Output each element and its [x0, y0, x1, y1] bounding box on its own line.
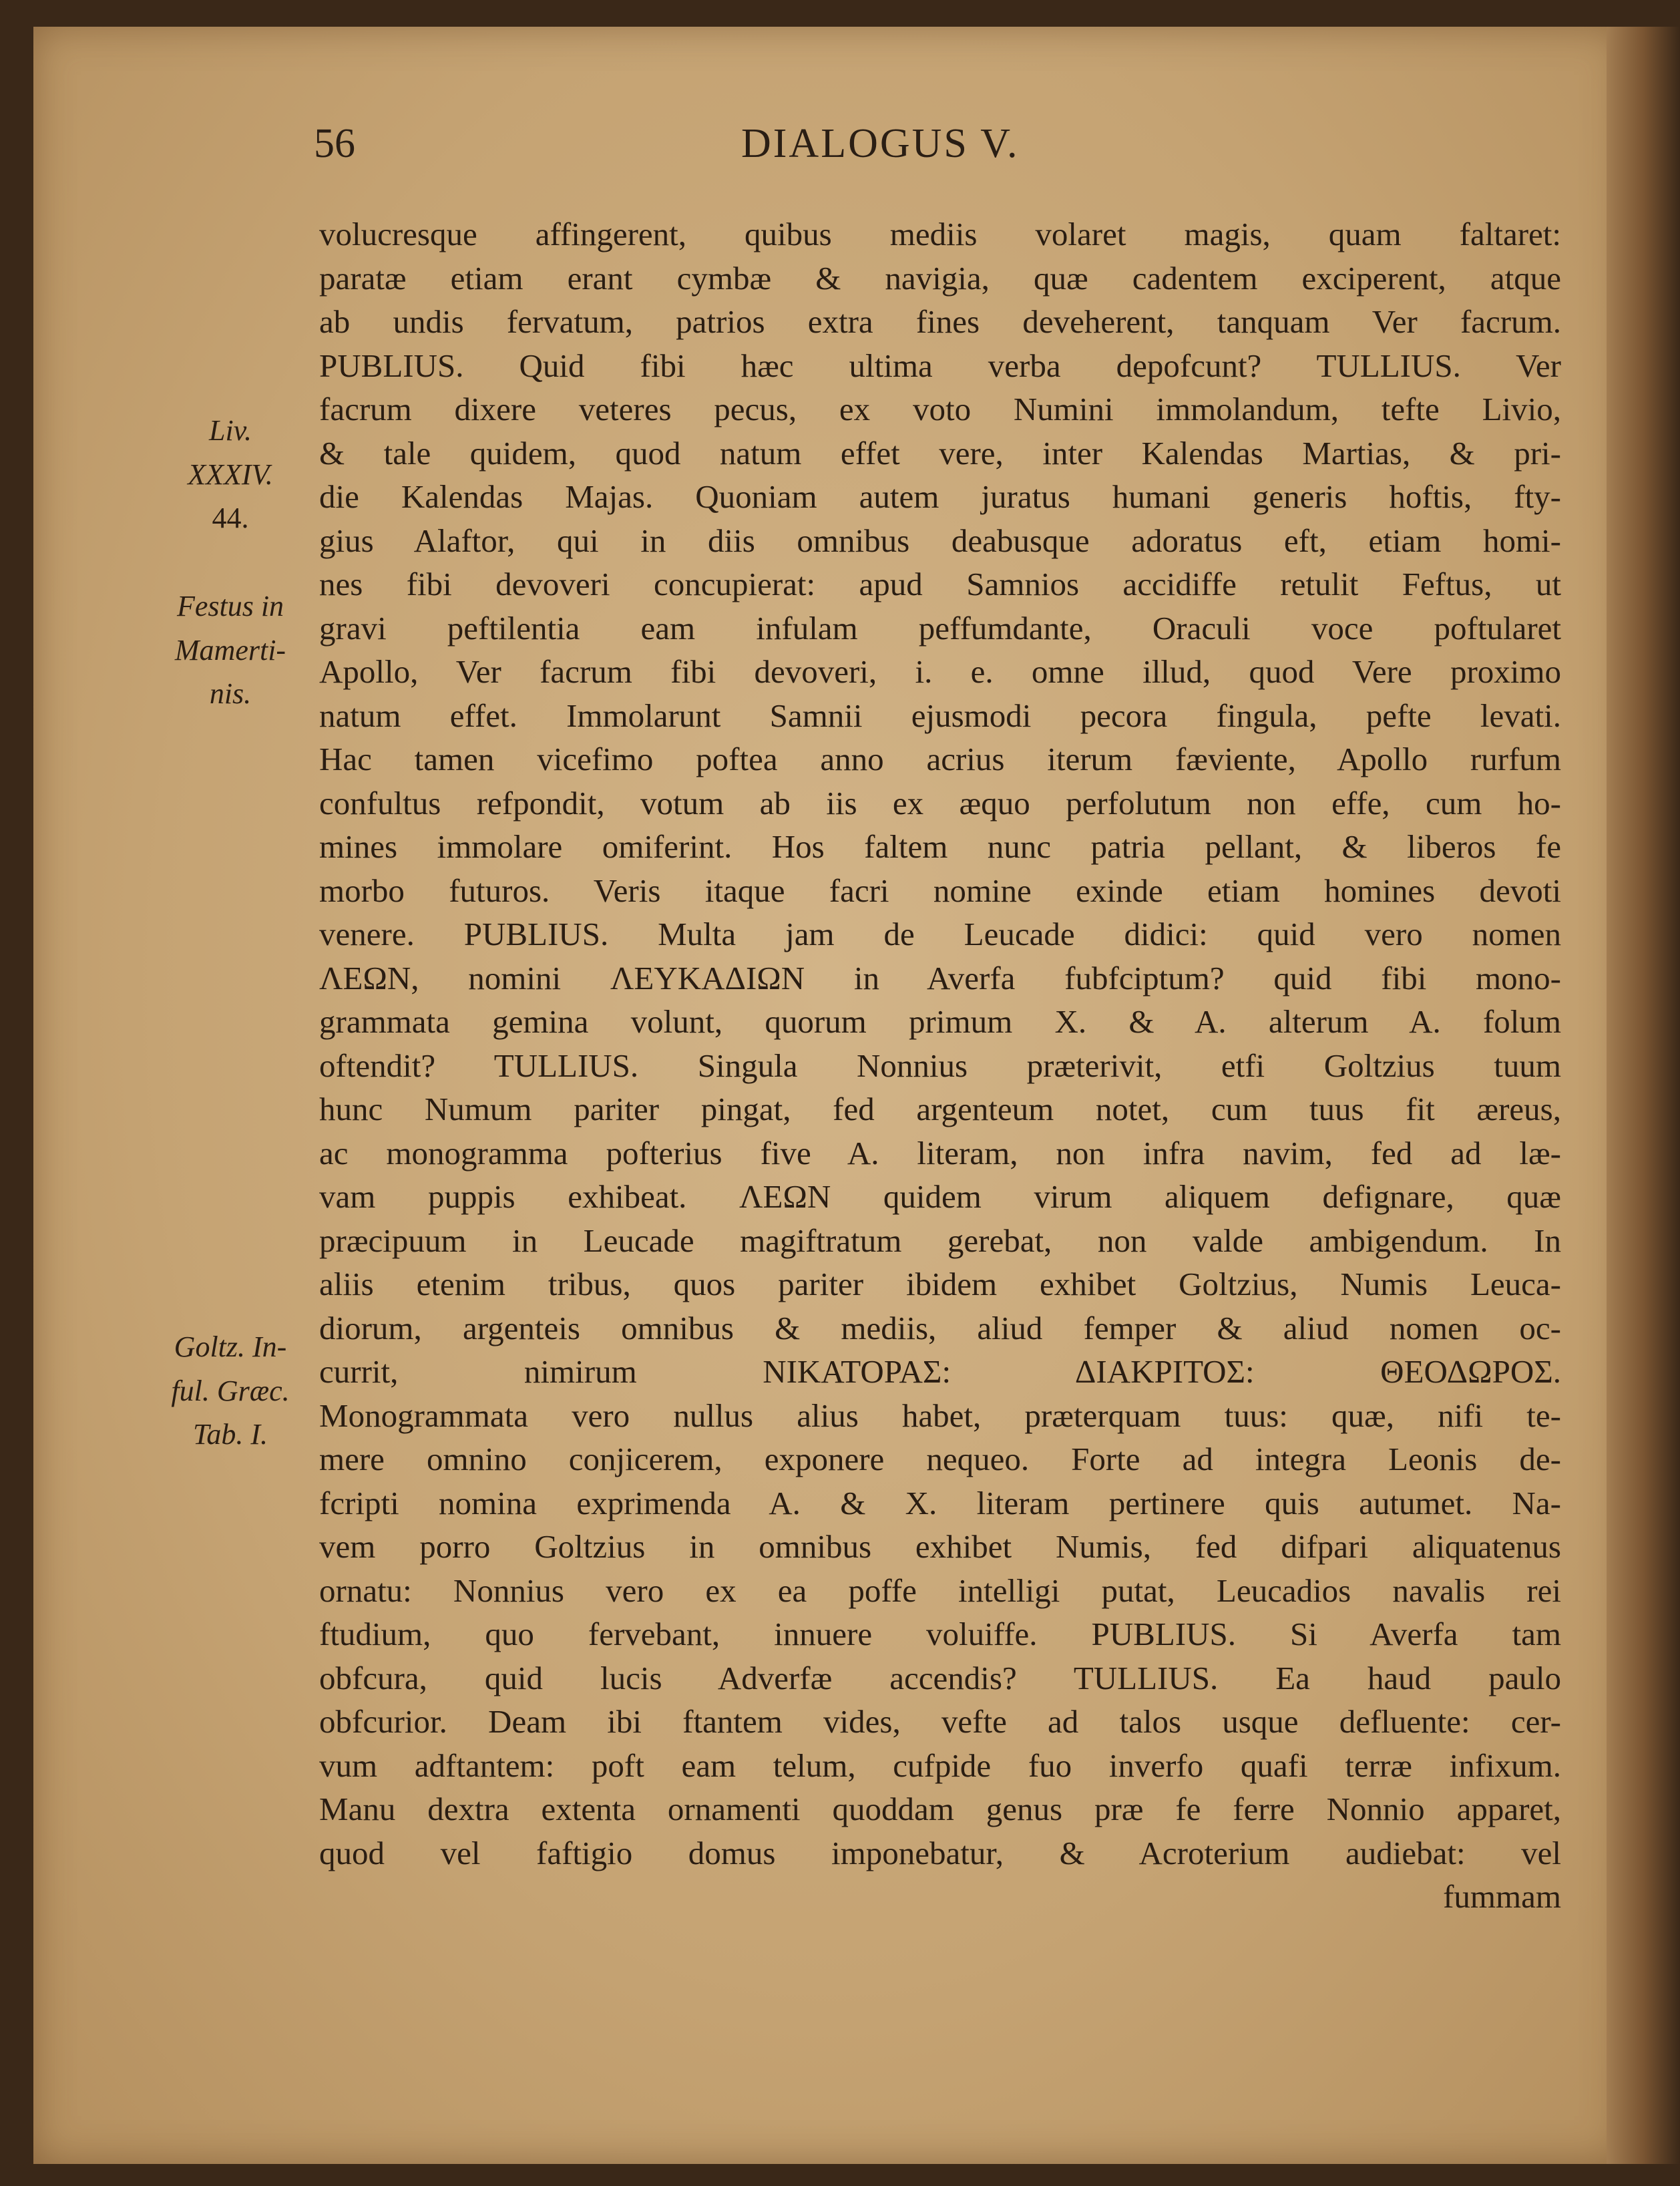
text-line: facrum dixere veteres pecus, ex voto Numini immolandum, tefte Livio, [319, 391, 1561, 427]
text-line: nes fibi devoveri concupierat: apud Samnios accidiffe retulit Feftus, ut [319, 566, 1561, 602]
text-line: paratæ etiam erant cymbæ & navigia, quæ cadentem exciperent, atque [319, 259, 1561, 297]
margin-note-goltz [147, 1325, 314, 1457]
margin-note-livy [147, 409, 314, 540]
page-number: 56 [314, 121, 355, 166]
text-line: ac monogramma pofterius five A. literam, non infra navim, fed ad læ- [319, 1134, 1561, 1171]
text-line: quod vel faftigio domus imponebatur, & Acroterium audiebat: vel [319, 1834, 1561, 1871]
page-header [314, 120, 1549, 194]
text-line: & tale quidem, quod natum effet vere, inter Kalendas Martias, & pri- [319, 434, 1561, 472]
body-text [319, 212, 1561, 1919]
book-spine [1607, 27, 1680, 2164]
margin-note-line: Mamerti- [174, 633, 286, 667]
text-line: obfcura, quid lucis Adverfæ accendis? TULLIUS. Ea haud paulo [319, 1659, 1561, 1696]
margin-note-line: Tab. I. [192, 1418, 268, 1451]
text-line: confultus refpondit, votum ab iis ex æquo perfolutum non effe, cum ho- [319, 784, 1561, 822]
text-line: Manu dextra extenta ornamenti quoddam genus præ fe ferre Nonnio apparet, [319, 1791, 1561, 1827]
text-line: hunc Numum pariter pingat, fed argenteum notet, cum tuus fit æreus, [319, 1091, 1561, 1127]
margin-note-line: XXXIV. [188, 458, 273, 491]
text-line: volucresque affingerent, quibus mediis volaret magis, quam faltaret: [319, 216, 1561, 252]
text-line: ornatu: Nonnius vero ex ea poffe intelligi putat, Leucadios navalis rei [319, 1572, 1561, 1609]
text-line: Monogrammata vero nullus alius habet, præterquam tuus: quæ, nifi te- [319, 1397, 1561, 1434]
text-line: oftendit? TULLIUS. Singula Nonnius præterivit, etfi Goltzius tuum [319, 1047, 1561, 1084]
margin-note-line: Goltz. In- [174, 1330, 287, 1363]
text-line: natum effet. Immolarunt Samnii ejusmodi pecora fingula, pefte levati. [319, 697, 1561, 734]
text-line: grammata gemina volunt, quorum primum X. & A. alterum A. folum [319, 1003, 1561, 1040]
text-line: aliis etenim tribus, quos pariter ibidem exhibet Goltzius, Numis Leuca- [319, 1266, 1561, 1302]
text-line: obfcurior. Deam ibi ftantem vides, vefte ad talos usque defluente: cer- [319, 1703, 1561, 1740]
margin-note-festus [147, 584, 314, 716]
text-line: ftudium, quo fervebant, innuere voluiffe. PUBLIUS. Si Averfa tam [319, 1616, 1561, 1652]
margin-note-line: ful. Græc. [171, 1374, 290, 1407]
text-line: PUBLIUS. Quid fibi hæc ultima verba depofcunt? TULLIUS. Ver [319, 347, 1561, 384]
text-line: ab undis fervatum, patrios extra fines deveherent, tanquam Ver facrum. [319, 303, 1561, 340]
text-line: Hac tamen vicefimo poftea anno acrius iterum fæviente, Apollo rurfum [319, 741, 1561, 777]
text-line: mere omnino conjicerem, exponere nequeo. Forte ad integra Leonis de- [319, 1441, 1561, 1477]
running-title: DIALOGUS V. [741, 121, 1020, 166]
text-line: morbo futuros. Veris itaque facri nomine exinde etiam homines devoti [319, 872, 1561, 909]
margin-note-line: nis. [209, 677, 252, 710]
text-line: præcipuum in Leucade magiftratum gerebat, non valde ambigendum. In [319, 1222, 1561, 1259]
margin-note-line: Liv. [209, 414, 252, 447]
text-line: vum adftantem: poft eam telum, cufpide fuo inverfo quafi terræ infixum. [319, 1747, 1561, 1784]
text-line: mines immolare omiferint. Hos faltem nunc patria pellant, & liberos fe [319, 828, 1561, 865]
text-line: currit, nimirum ΝΙΚΑΤΟΡΑΣ: ΔΙΑΚΡΙΤΟΣ: ΘΕΟΔΩΡΟΣ. [319, 1353, 1561, 1390]
margin-note-line: 44. [212, 502, 249, 534]
text-line: gius Alaftor, qui in diis omnibus deabusque adoratus eft, etiam homi- [319, 522, 1561, 559]
text-line: vem porro Goltzius in omnibus exhibet Numis, fed difpari aliquatenus [319, 1528, 1561, 1565]
text-line: vam puppis exhibeat. ΛΕΩΝ quidem virum aliquem defignare, quæ [319, 1178, 1561, 1215]
text-line: die Kalendas Majas. Quoniam autem juratus humani generis hoftis, fty- [319, 478, 1561, 515]
margin-note-line: Festus in [176, 590, 284, 622]
catchword: fummam [1443, 1878, 1561, 1915]
text-line: Apollo, Ver facrum fibi devoveri, i. e. omne illud, quod Vere proximo [319, 653, 1561, 690]
text-line: venere. PUBLIUS. Multa jam de Leucade didici: quid vero nomen [319, 916, 1561, 952]
text-line: diorum, argenteis omnibus & mediis, aliud femper & aliud nomen oc- [319, 1309, 1561, 1346]
text-line: ΛΕΩΝ, nomini ΛΕΥΚΑΔΙΩΝ in Averfa fubfciptum? quid fibi mono- [319, 959, 1561, 996]
text-line: gravi peftilentia eam infulam peffumdante, Oraculi voce poftularet [319, 609, 1561, 647]
text-line: fcripti nomina exprimenda A. & X. literam pertinere quis autumet. Na- [319, 1484, 1561, 1521]
